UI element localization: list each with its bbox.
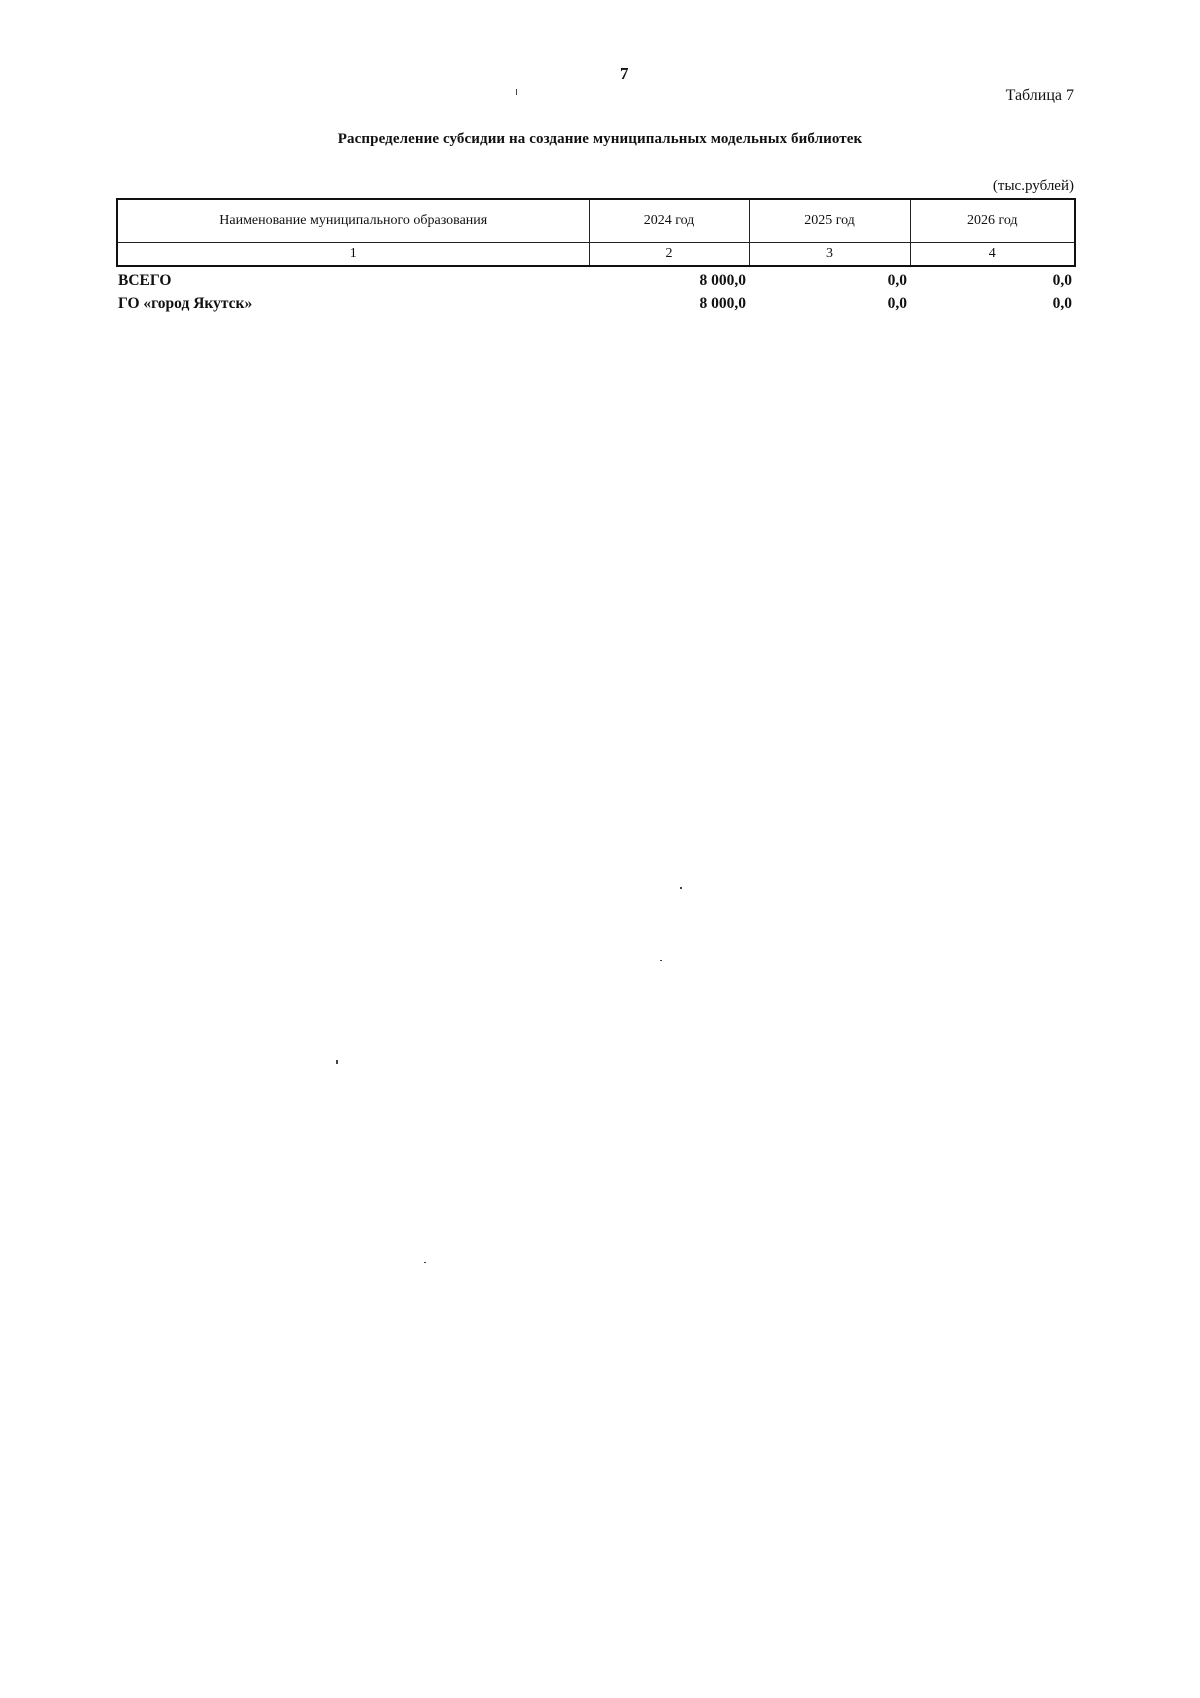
scan-speck (336, 1060, 338, 1064)
scan-speck (660, 960, 662, 961)
column-number-1: 1 (117, 243, 589, 267)
row-yakutsk-2024: 8 000,0 (699, 294, 746, 312)
column-number-2: 2 (589, 243, 749, 267)
scan-speck (516, 89, 517, 95)
subsidy-table (116, 198, 1074, 315)
header-municipality: Наименование муниципального образования (117, 199, 589, 243)
scan-speck (680, 887, 682, 889)
row-total-2024: 8 000,0 (699, 271, 746, 289)
header-2026: 2026 год (910, 199, 1075, 243)
column-number-row (117, 243, 1075, 267)
row-total-2025: 0,0 (887, 271, 907, 289)
row-yakutsk-2025: 0,0 (887, 294, 907, 312)
header-row (117, 199, 1075, 243)
row-yakutsk-2026: 0,0 (1052, 294, 1072, 312)
header-2024: 2024 год (589, 199, 749, 243)
page-number: 7 (620, 64, 629, 83)
row-total-2026: 0,0 (1052, 271, 1072, 289)
table-header (116, 198, 1076, 267)
column-number-3: 3 (749, 243, 910, 267)
scan-speck (424, 1262, 426, 1263)
table-row (116, 269, 1074, 292)
row-total-name: ВСЕГО (118, 271, 172, 289)
table-row (116, 292, 1074, 315)
header-2025: 2025 год (749, 199, 910, 243)
table-body (116, 269, 1074, 315)
row-yakutsk-name: ГО «город Якутск» (118, 294, 253, 312)
document-title: Распределение субсидии на создание муниципальных модельных библиотек (337, 131, 863, 147)
table-caption: Таблица 7 (1005, 87, 1074, 104)
column-number-4: 4 (910, 243, 1075, 267)
units-label: (тыс.рублей) (992, 178, 1074, 194)
